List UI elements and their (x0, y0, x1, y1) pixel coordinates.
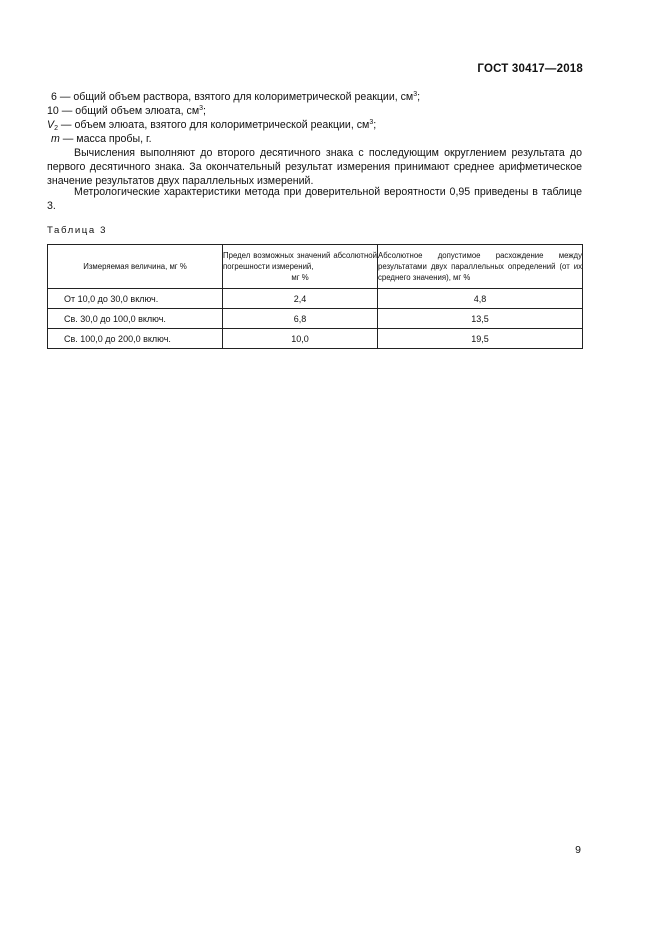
superscript: 3 (369, 119, 374, 126)
cell-range: От 10,0 до 30,0 включ. (48, 289, 223, 309)
cell-error: 10,0 (223, 329, 378, 349)
variable-definitions (47, 90, 587, 146)
definition-symbol: 10 (47, 105, 59, 117)
definition-item (47, 90, 587, 104)
page-number: 9 (575, 844, 581, 856)
definition-text: — общий объем элюата, см (58, 105, 200, 117)
subscript: 2 (54, 125, 58, 132)
definition-item (47, 104, 587, 118)
table-row (48, 329, 583, 349)
table-caption: Таблица 3 (47, 225, 108, 236)
metrology-paragraph: Метрологические характеристики метода при доверительной вероятности 0,95 приведены в таблице 3. (47, 186, 582, 212)
header-error-limit (223, 245, 378, 289)
definition-symbol: m (51, 133, 60, 145)
header-unit: мг % (453, 273, 471, 282)
superscript: 3 (413, 91, 418, 98)
definition-tail: ; (203, 105, 206, 117)
definition-text: — общий объем раствора, взятого для колориметрической реакции, см (56, 91, 414, 103)
header-text: Предел возможных значений абсолютной погрешности измерений, (223, 251, 377, 271)
superscript: 3 (199, 105, 204, 112)
table-header-row (48, 245, 583, 289)
header-unit: мг % (291, 273, 309, 282)
definition-symbol: V (47, 119, 55, 131)
cell-range: Св. 100,0 до 200,0 включ. (48, 329, 223, 349)
definition-text: — объем элюата, взятого для колориметрической реакции, см (57, 119, 370, 131)
header-text: Измеряемая величина, мг % (83, 262, 187, 271)
header-allowed-difference (378, 245, 583, 289)
header-text: Абсолютное допустимое расхождение между результатами двух параллельных определений (от их среднего значения), (378, 251, 582, 282)
cell-error: 6,8 (223, 309, 378, 329)
cell-difference: 13,5 (378, 309, 583, 329)
cell-range: Св. 30,0 до 100,0 включ. (48, 309, 223, 329)
header-measured-value (48, 245, 223, 289)
calculation-paragraph: Вычисления выполняют до второго десятичного знака с последующим округлением результата до первого десятичного знака. За окончательный результат измерения принимают среднее арифметическое значение результатов двух параллельных измерений. (47, 147, 582, 187)
table-row (48, 309, 583, 329)
document-id: ГОСТ 30417—2018 (477, 63, 583, 75)
cell-difference: 19,5 (378, 329, 583, 349)
cell-error: 2,4 (223, 289, 378, 309)
definition-item (47, 132, 587, 146)
cell-difference: 4,8 (378, 289, 583, 309)
definition-symbol: 6 (51, 91, 57, 103)
definition-tail: ; (373, 119, 377, 131)
table-row (48, 289, 583, 309)
definition-tail: ; (417, 91, 421, 103)
definition-item (47, 118, 587, 132)
definition-text: — масса пробы, г. (59, 133, 152, 145)
metrology-table (47, 244, 583, 349)
